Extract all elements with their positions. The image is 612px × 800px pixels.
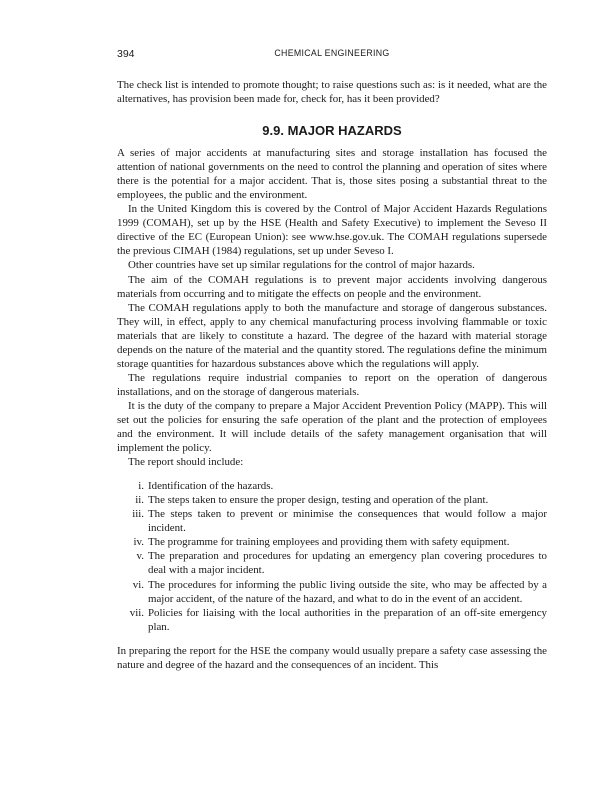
list-item-number: iii.	[132, 508, 144, 521]
list-item-number: vi.	[132, 578, 144, 591]
list-item-text: The preparation and procedures for updating an emergency plan covering procedures to deal with a major incident.	[148, 550, 547, 577]
list-item-text: The programme for training employees and providing them with safety equipment.	[148, 536, 510, 549]
body-paragraph: A series of major accidents at manufacturing sites and storage installation has focused the attention of national governments on the need to control the planning and operation of sites where there is the potential for a major accident. That is, those sites posing a substantial threat to the employees, the public and the environment.	[117, 147, 547, 202]
list-item-number: vii.	[129, 606, 144, 619]
list-item-text: The steps taken to prevent or minimise the consequences that would follow a major incident.	[148, 508, 547, 535]
body-paragraph: The report should include:	[128, 456, 244, 469]
list-item	[117, 606, 547, 634]
body-paragraph: Other countries have set up similar regulations for the control of major hazards.	[128, 259, 475, 272]
body-paragraph: The COMAH regulations apply to both the manufacture and storage of dangerous substances. They will, in effect, apply to any chemical manufacturing process involving flammable or toxic materials that are likely to constitute a hazard. The degree of the hazard with material storage depends on the nature of the material and the quantity stored. The regulations define the minimum storage quantities for hazardous substances above which the regulations will apply.	[117, 301, 547, 370]
list-item	[117, 479, 547, 493]
list-item	[117, 549, 547, 577]
list-item-text: The steps taken to ensure the proper design, testing and operation of the plant.	[148, 494, 489, 507]
running-title: CHEMICAL ENGINEERING	[274, 48, 390, 58]
body-paragraph: It is the duty of the company to prepare a Major Accident Prevention Policy (MAPP). This will set out the policies for ensuring the safe operation of the plant and the protection of employees and the environment. It will include details of the safety management organisation that will implement the policy.	[117, 399, 547, 455]
body-paragraph: In the United Kingdom this is covered by the Control of Major Accident Hazards Regulations 1999 (COMAH), set up by the HSE (Health and Safety Executive) to implement the Seveso II directive of the EC (European Union): see www.hse.gov.uk. The COMAH regulations supersede the previous CIMAH (1984) regulations, set up under Seveso I.	[117, 203, 547, 258]
list-item-number: v.	[136, 550, 144, 563]
list-item-text: The procedures for informing the public living outside the site, who may be affected by a major accident, of the nature of the hazard, and what to do in the event of an accident.	[148, 578, 547, 605]
body-paragraph: The aim of the COMAH regulations is to prevent major accidents involving dangerous materials from occurring and to mitigate the effects on people and the environment.	[117, 273, 547, 300]
list-item	[117, 507, 547, 535]
list-item	[117, 493, 547, 507]
list-item-number: iv.	[133, 536, 144, 549]
list-item-text: Identification of the hazards.	[148, 480, 274, 493]
running-head	[117, 48, 547, 62]
list-item	[117, 535, 547, 549]
closing-paragraph: In preparing the report for the HSE the company would usually prepare a safety case assessing the nature and degree of the hazard and the consequences of an incident. This	[117, 644, 547, 671]
list-item-text: Policies for liaising with the local authorities in the preparation of an off-site emergency plan.	[148, 606, 547, 633]
list-item-number: i.	[138, 480, 144, 493]
list-item-number: ii.	[135, 494, 144, 507]
body-paragraph: The regulations require industrial companies to report on the operation of dangerous installations, and on the storage of dangerous materials.	[117, 371, 547, 398]
intro-paragraph: The check list is intended to promote thought; to raise questions such as: is it needed, what are the alternatives, has provision been made for, check for, has it been provided?	[117, 79, 547, 106]
page	[117, 48, 547, 672]
section-heading: 9.9. MAJOR HAZARDS	[262, 123, 402, 139]
page-number: 394	[117, 48, 135, 60]
report-contents-list	[117, 479, 547, 634]
list-item	[117, 578, 547, 606]
